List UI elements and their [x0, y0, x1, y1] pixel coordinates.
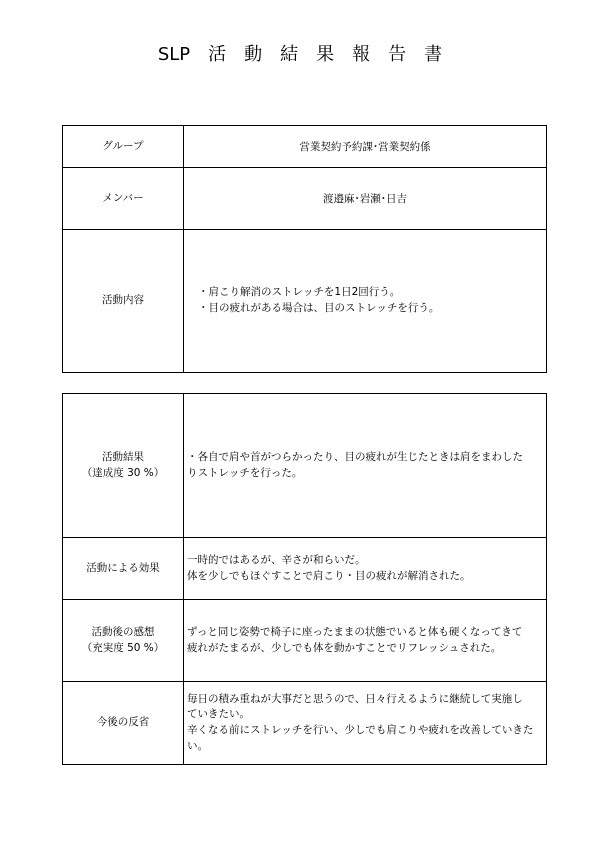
reflection-line: ていきたい。 [187, 708, 250, 721]
reflection-row [63, 682, 547, 765]
impression-value [184, 600, 547, 682]
impression-line: 疲れがたまるが、少しでも体を動かすことでリフレッシュされた。 [187, 641, 502, 654]
reflection-line: 毎日の積み重ねが大事だと思うので、日々行えるように継続して実施し [187, 692, 523, 705]
member-row [63, 168, 547, 230]
result-row [63, 394, 547, 538]
impression-line: ずっと同じ姿勢で椅子に座ったままの状態でいると体も硬くなってきて [187, 625, 523, 638]
impression-fulfillment: （充実度 50 %） [81, 641, 165, 654]
result-line: ・各自で肩や首がつらかったり、目の疲れが生じたときは肩をまわした [187, 450, 523, 463]
impression-row [63, 600, 547, 682]
member-value: 渡邉麻･岩瀬･日吉 [184, 168, 547, 230]
effect-line: 一時的ではあるが、辛さが和らいだ。 [187, 553, 366, 566]
reflection-value [184, 682, 547, 765]
result-value [184, 394, 547, 538]
group-row [63, 126, 547, 168]
effect-value [184, 538, 547, 600]
result-line: りストレッチを行った。 [187, 466, 303, 479]
report-title: SLP 活 動 結 果 報 告 書 [157, 44, 443, 65]
content-value [184, 230, 547, 373]
activity-result-table [62, 393, 547, 765]
reflection-line: い。 [187, 739, 208, 752]
result-achievement: （達成度 30 %） [81, 466, 165, 479]
content-row [63, 230, 547, 373]
effect-label: 活動による効果 [63, 538, 184, 600]
result-label: 活動結果 [102, 451, 144, 464]
content-line: ・肩こり解消のストレッチを1日2回行う。 [198, 286, 401, 299]
content-line: ・目の疲れがある場合は、目のストレッチを行う。 [198, 302, 440, 314]
reflection-label: 今後の反省 [63, 682, 184, 765]
effect-line: 体を少しでもほぐすことで肩こり・目の疲れが解消された。 [187, 569, 471, 582]
impression-label: 活動後の感想 [91, 626, 155, 639]
result-label-cell [63, 394, 184, 538]
group-label: グループ [63, 126, 184, 168]
activity-info-table [62, 125, 547, 373]
member-label: メンバー [63, 168, 184, 230]
impression-label-cell [63, 600, 184, 682]
effect-row [63, 538, 547, 600]
group-value: 営業契約予約課･営業契約係 [184, 126, 547, 168]
content-label: 活動内容 [63, 230, 184, 373]
reflection-line: 辛くなる前にストレッチを行い、少しでも肩こりや疲れを改善していきた [187, 724, 534, 736]
